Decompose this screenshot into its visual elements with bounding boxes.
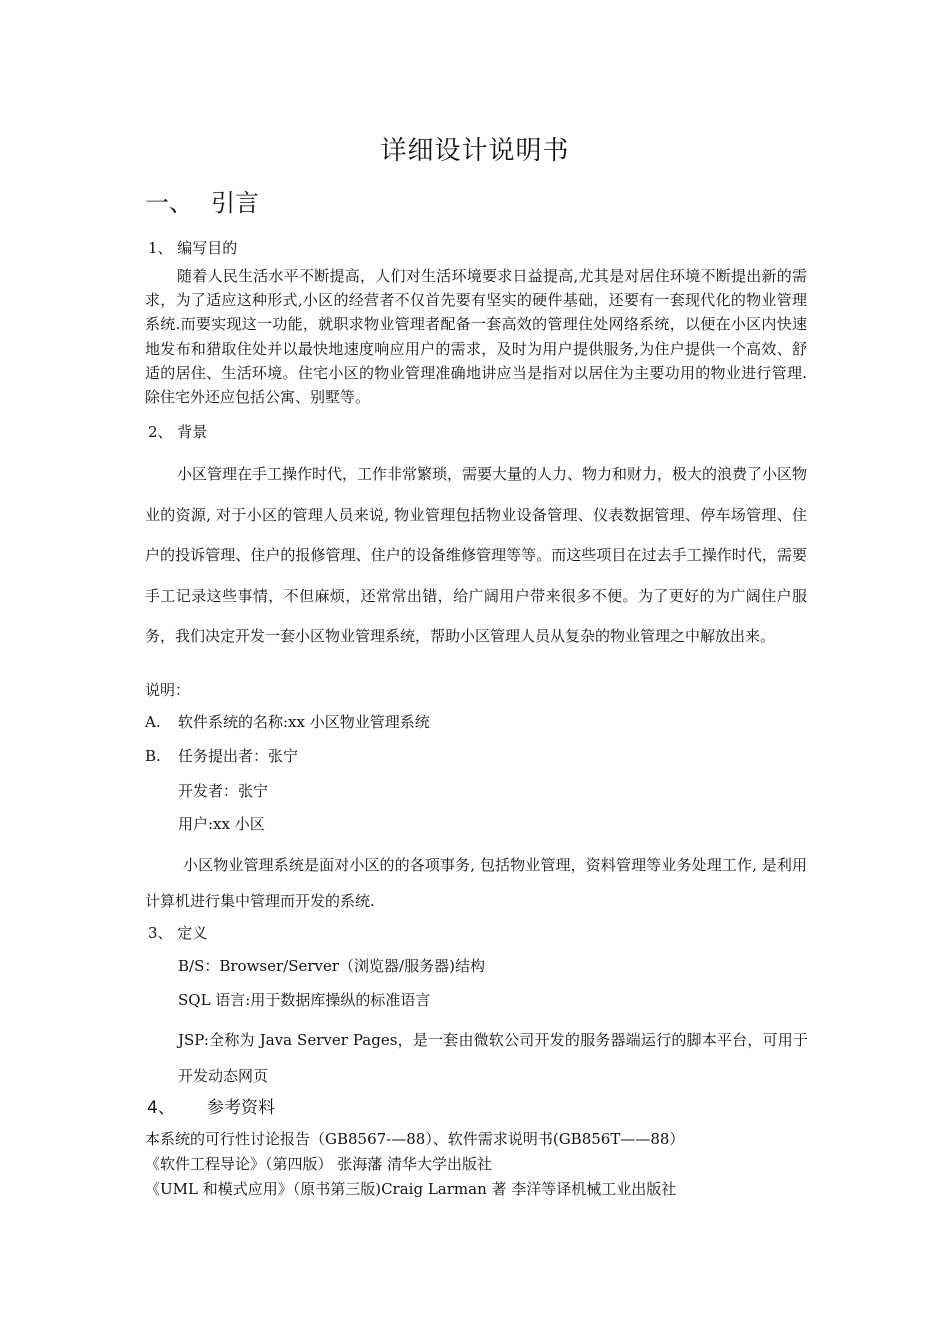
note-b-text: 任务提出者：张宁 [178, 747, 299, 765]
notes-label: 说明： [145, 681, 191, 699]
reference-section-title: 参考资料 [207, 1098, 275, 1118]
reference-item: 本系统的可行性讨论报告（GB8567-—88）、软件需求说明书(GB856T——88） [145, 1130, 685, 1148]
reference-item: 《软件工程导论》（第四版） 张海藩 清华大学出版社 [145, 1155, 493, 1173]
note-user: 用户:xx 小区 [178, 815, 265, 833]
paragraph-system-description: 小区物业管理系统是面对小区的的各项事务, 包括物业管理，资料管理等业务处理工作, 是利用计算机进行集中管理而开发的系统. [145, 856, 807, 910]
note-a-text: 软件系统的名称:xx 小区物业管理系统 [178, 713, 430, 731]
paragraph-background: 小区管理在手工操作时代，工作非常繁琐，需要大量的人力、物力和财力，极大的浪费了小区物业的资源, 对于小区的管理人员来说, 物业管理包括物业设备管理、仪表数据管理、停车场管理、住户的投诉管理、住户的报修管理、住户的设备维修管理等等。而这些项目在过去手工操作时代，需要手工记录这些事情，不但麻烦，还常常出错，给广阔用户带来很多不便。为了更好的为广阔住户服务，我们决定开发一套小区物业管理系统，帮助小区管理人员从复杂的物业管理之中解放出来。 [145, 465, 808, 645]
subsection-heading-background: 2、 背景 [148, 423, 208, 441]
reference-section-number: 4、 [147, 1098, 175, 1118]
definition-bs: B/S：Browser/Server（浏览器/服务器)结构 [178, 957, 485, 975]
section-heading-introduction [145, 183, 259, 218]
subsection-heading-definitions: 3、 定义 [148, 924, 208, 942]
note-a-marker: A. [145, 713, 161, 731]
section-number: 一、 [145, 189, 193, 217]
subsection-heading-references [147, 1093, 275, 1118]
definition-jsp: JSP:全称为 Java Server Pages，是一套由微软公司开发的服务器端运行的脚本平台，可用于开发动态网页 [178, 1031, 808, 1085]
reference-item: 《UML 和模式应用》（原书第三版)Craig Larman 著 李洋等译机械工业出版社 [145, 1180, 677, 1198]
section-title: 引言 [211, 189, 259, 217]
paragraph-purpose: 随着人民生活水平不断提高，人们对生活环境要求日益提高,尤其是对居住环境不断提出新的需求，为了适应这种形式,小区的经营者不仅首先要有坚实的硬件基础，还要有一套现代化的物业管理系统.而要实现这一功能，就职求物业管理者配备一套高效的管理住处网络系统，以便在小区内快速地发布和猎取住处并以最快地速度响应用户的需求，及时为用户提供服务,为住户提供一个高效、舒适的居住、生活环境。住宅小区的物业管理准确地讲应当是指对以居住为主要功用的物业进行管理.除住宅外还应包括公寓、别墅等。 [145, 267, 807, 407]
note-developer: 开发者：张宁 [178, 782, 269, 800]
subsection-heading-purpose: 1、 编写目的 [148, 239, 238, 257]
note-b-marker: B. [145, 747, 161, 765]
definition-sql: SQL 语言:用于数据库操纵的标准语言 [178, 991, 431, 1009]
document-title: 详细设计说明书 [380, 136, 570, 166]
